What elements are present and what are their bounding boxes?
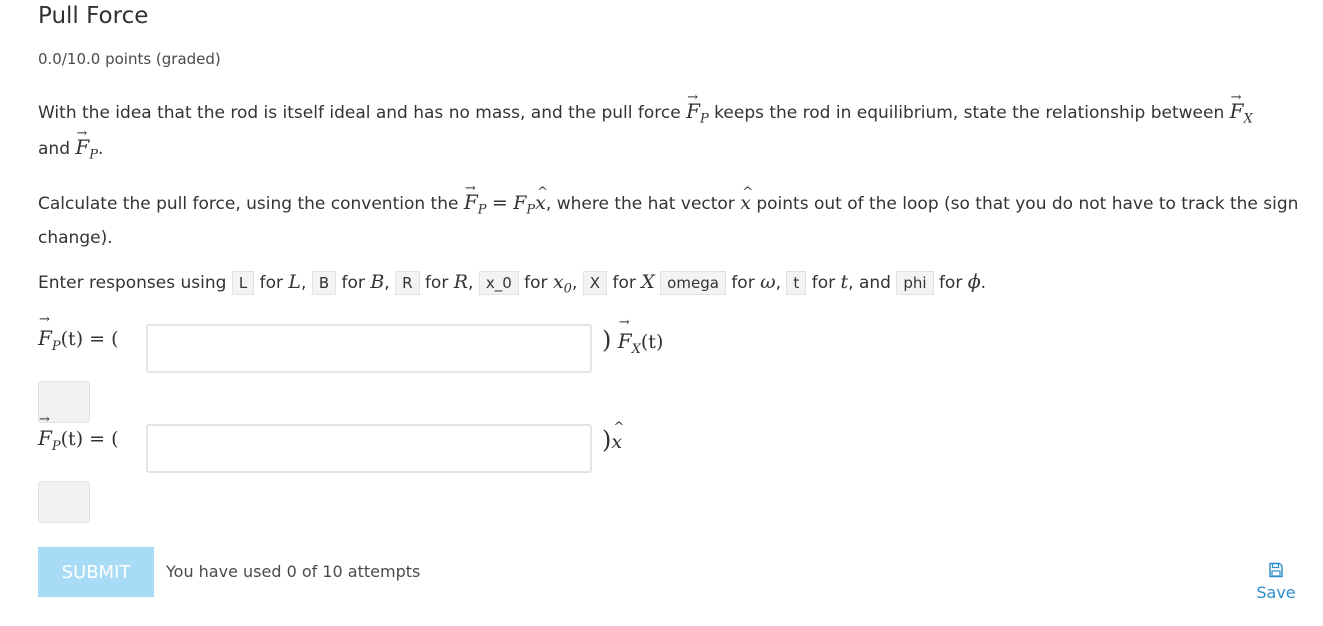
equation-lhs: (t) = ( (60, 328, 119, 350)
answer-input-2[interactable] (146, 424, 592, 473)
question-paragraph-1 (38, 97, 1313, 170)
symbol-t: t (840, 271, 849, 293)
x-hat-symbol: ^ x (535, 189, 546, 218)
problem-title: Pull Force (38, 3, 149, 29)
instructions-lead: Enter responses using (38, 273, 227, 293)
attempts-status: You have used 0 of 10 attempts (166, 562, 421, 581)
para1-text-4: . (98, 139, 104, 160)
and-word: and (858, 273, 891, 293)
for-word: for (731, 273, 755, 293)
for-word: for (811, 273, 836, 293)
close-paren: ) (602, 426, 612, 454)
for-word: for (341, 273, 365, 293)
code-R: R (395, 271, 419, 295)
subscript-X: X (1243, 111, 1253, 127)
question-paragraph-2 (38, 188, 1313, 253)
for-word: for (259, 273, 283, 293)
points-status: 0.0/10.0 points (graded) (38, 50, 221, 68)
for-word: for (424, 273, 449, 293)
code-X: X (583, 271, 607, 295)
for-word: for (938, 273, 963, 293)
subscript-X: X (631, 342, 641, 357)
symbol-X: X (641, 271, 655, 293)
vector-F-symbol: → F (38, 426, 52, 450)
subscript-P: P (51, 439, 61, 454)
vector-F-symbol: → F (1230, 97, 1244, 126)
vector-F-symbol: → F (38, 326, 52, 350)
equation-2-rhs (602, 426, 622, 454)
for-word: for (612, 273, 636, 293)
equation-lhs: (t) = ( (60, 428, 119, 450)
symbol-L: L (288, 271, 302, 293)
vector-F-symbol: → F (618, 329, 632, 353)
close-paren: ) (602, 326, 612, 354)
floppy-disk-icon (1268, 563, 1284, 582)
symbol-x0: x (552, 271, 564, 293)
equation-1-rhs (602, 326, 663, 357)
vector-F-symbol: → F (686, 97, 700, 126)
save-button[interactable] (1250, 562, 1302, 602)
code-B: B (312, 271, 336, 295)
subscript-P: P (51, 339, 61, 354)
answer-input-1[interactable] (146, 324, 592, 373)
para2-text-2: , where the hat vector (545, 194, 735, 214)
para2-text-1: Calculate the pull force, using the convention the (38, 194, 459, 214)
code-phi: phi (896, 271, 933, 295)
para2-text-3: points out of the loop (so that you do not have to track the sign change). (38, 194, 1299, 249)
para1-text-1: With the idea that the rod is itself ideal and has no mass, and the pull force (38, 103, 681, 123)
para1-text-3: and (38, 139, 70, 160)
code-t: t (786, 271, 806, 295)
para1-text-2: keeps the rod in equilibrium, state the relationship between (714, 103, 1225, 123)
symbol-R: R (453, 271, 469, 293)
equation-2-label (38, 426, 119, 454)
symbol-omega: ω (760, 271, 776, 293)
submit-button[interactable]: SUBMIT (38, 547, 154, 597)
subscript-P: P (700, 111, 709, 127)
symbol-phi: ϕ (967, 271, 981, 293)
code-x0: x_0 (479, 271, 519, 295)
input-instructions: Enter responses using L for L, B for B, R for R, x_0 for $x_0$, X for X omega for ω, t for t, and phi for ϕ. (38, 271, 987, 297)
subscript-P: P (477, 202, 487, 218)
subscript-0: 0 (563, 281, 572, 297)
answer-preview-2 (38, 481, 90, 523)
symbol-B: B (370, 271, 385, 293)
for-word: for (524, 273, 548, 293)
code-omega: omega (660, 271, 726, 295)
x-hat-symbol: ^ x (611, 431, 622, 453)
vector-F-symbol: → F (75, 133, 89, 162)
equation-1-tail: (t) (640, 331, 664, 353)
x-hat-symbol: ^ x (740, 189, 751, 218)
code-L: L (232, 271, 254, 295)
scalar-F: F (513, 192, 527, 214)
subscript-P: P (526, 202, 536, 218)
subscript-P: P (89, 147, 99, 163)
equals-sign: = (491, 192, 508, 214)
equation-1-label (38, 326, 119, 354)
vector-F-symbol: → F (464, 188, 478, 217)
save-label: Save (1256, 583, 1296, 602)
